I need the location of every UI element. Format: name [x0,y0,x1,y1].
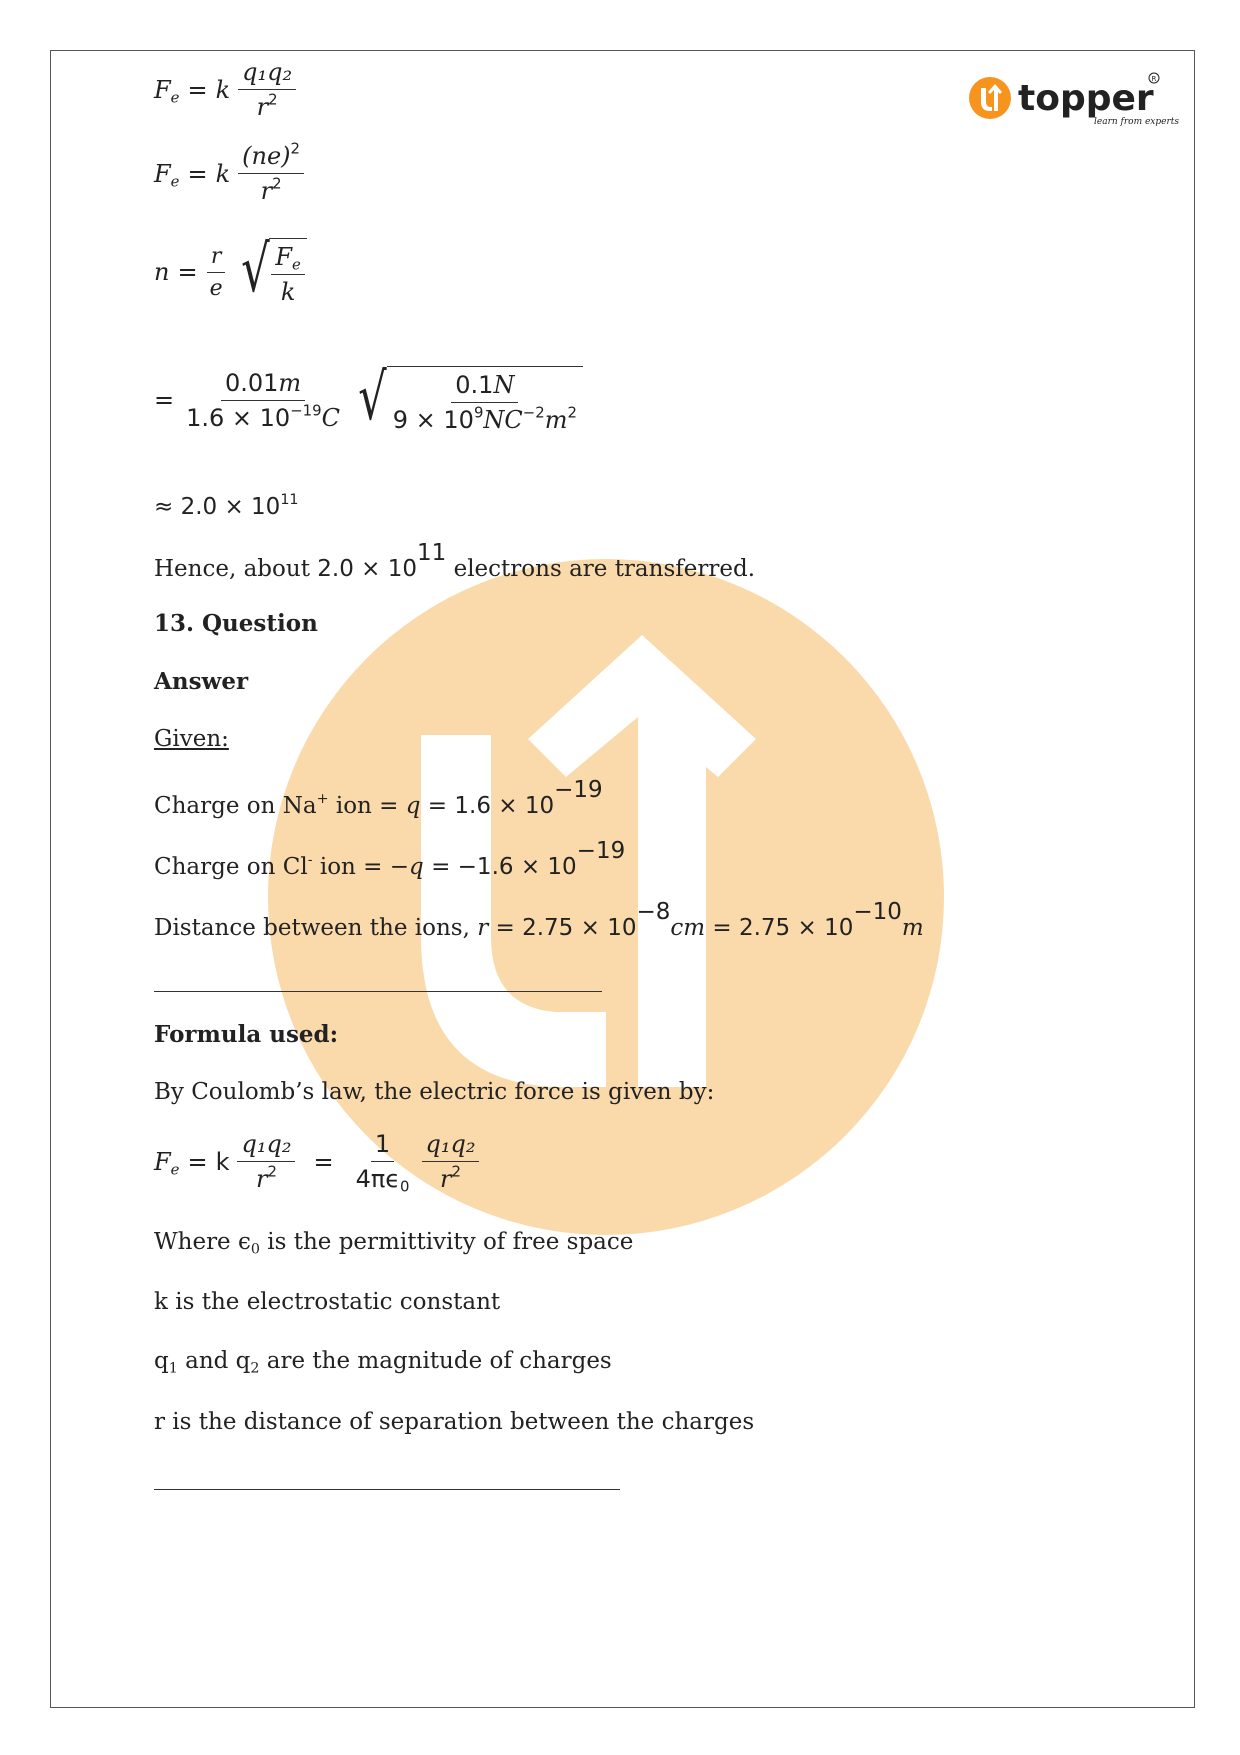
approx-result: ≈ $2.0 \times 10^{11}$ [154,492,299,520]
equation-numeric: = $\frac{0.01m}{1.6 \times 10^{-19}C}$ √ $\frac{0.1N}{9 \times 10^9NC^{-2}m^2}$ [154,366,583,434]
divider-1 [154,991,602,992]
distance-line: Distance between the ions, $r = 2.75 \times 10^{-8}cm = 2.75 \times 10^{-10}m$ [154,899,924,942]
q-line: $q_1$ and $q_2$ are the magnitude of charges [154,1348,612,1377]
question-heading: 13. Question [154,610,318,637]
where-line: Where $\epsilon_0$ is the permittivity of free space [154,1229,634,1258]
equation-coulomb-ne: $F_e$ = k $\frac{(ne)^2}{r^2}$ [154,142,304,205]
topper-logo-icon [968,68,1180,132]
formula-heading: Formula used: [154,1021,339,1048]
logo-tagline: learn from experts [1094,117,1180,127]
equation-coulomb-full: $F_e$ = k $\frac{\text{q₁q₂}}{r^2}$ = $\frac{1}{4\pi\epsilon_0}$ $\frac{\text{q₁q₂}}{r^2}$ [154,1130,479,1193]
charge-cl: Charge on Cl- ion = $-q = -1.6 \times 10^{-19}$ [154,838,626,881]
logo-text: topper [1018,78,1154,119]
charge-na: Charge on Na+ ion = $q = 1.6 \times 10^{-19}$ [154,777,603,820]
answer-heading: Answer [154,668,249,695]
equation-coulomb-1: $F_e$ = k $\frac{\text{q₁q₂}}{r^2}$ [154,58,296,121]
hence-line: Hence, about $2.0 \times 10^{11}$ electrons are transferred. [154,540,756,583]
svg-text:R: R [1151,75,1157,83]
divider-2 [154,1489,620,1490]
r-line: r is the distance of separation between the charges [154,1409,755,1435]
coulomb-line: By Coulomb’s law, the electric force is given by: [154,1079,715,1105]
k-line: k is the electrostatic constant [154,1289,501,1315]
equation-n: n = $\frac{r}{e}$ √ $\frac{F_e}{k}$ [154,238,307,306]
given-heading: Given: [154,726,229,752]
